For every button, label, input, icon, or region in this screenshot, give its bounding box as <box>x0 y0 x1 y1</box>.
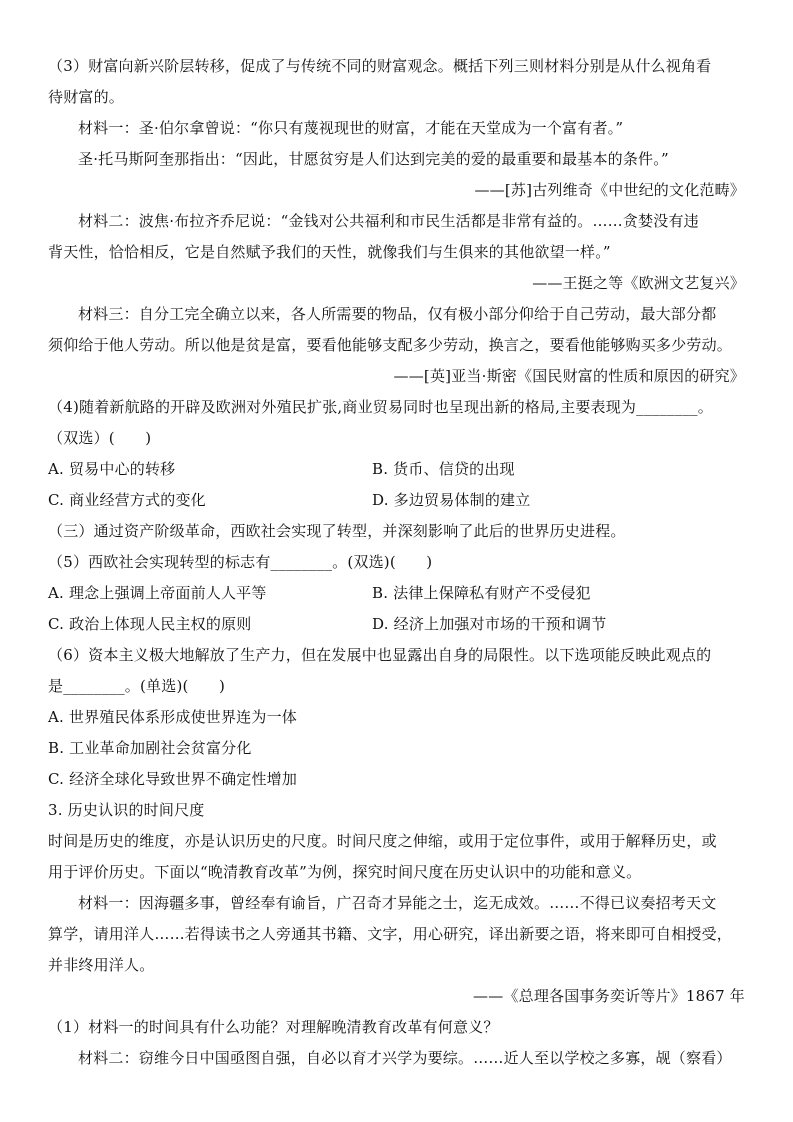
q3-material3-b: 须仰给于他人劳动。所以他是贫是富，要看他能够支配多少劳动，换言之，要看他能够购买多少劳动。 <box>48 336 733 354</box>
q3-stem-line1: （3）财富向新兴阶层转移，促成了与传统不同的财富观念。概括下列三则材料分别是从什么视角看 <box>48 57 712 75</box>
q5-option-c: C. 政治上体现人民主权的原则 <box>48 615 252 633</box>
intro-line1: 时间是历史的维度，亦是认识历史的尺度。时间尺度之伸缩，或用于定位事件，或用于解释历史，或 <box>48 832 717 850</box>
section-title: 3. 历史认识的时间尺度 <box>48 801 205 819</box>
q4-option-a: A. 贸易中心的转移 <box>48 460 176 478</box>
q6-stem-line1: （6）资本主义极大地解放了生产力，但在发展中也显露出自身的局限性。以下选项能反映此观点的 <box>48 646 712 664</box>
q4-stem-line2: （双选）( ) <box>48 429 152 447</box>
q5-option-b: B. 法律上保障私有财产不受侵犯 <box>372 584 591 602</box>
q5-stem: （5）西欧社会实现转型的标志有________。(双选)( ) <box>48 553 433 571</box>
q3-material2-a: 材料二：波焦·布拉齐乔尼说：“金钱对公共福利和市民生活都是非常有益的。……贪婪没有违 <box>78 212 699 230</box>
q4-option-d: D. 多边贸易体制的建立 <box>372 491 531 509</box>
q3-material3-a: 材料三：自分工完全确立以来，各人所需要的物品，仅有极小部分仰给于自己劳动，最大部分都 <box>78 305 717 323</box>
q6-stem-line2: 是________。(单选)( ) <box>48 677 226 695</box>
q6-option-b: B. 工业革命加剧社会贫富分化 <box>48 739 252 757</box>
q6-option-c: C. 经济全球化导致世界不确定性增加 <box>48 770 298 788</box>
s3-material1-a: 材料一：因海疆多事，曾经奉有谕旨，广召奇才异能之士，迄无成效。……不得已议奏招考天文 <box>78 894 717 912</box>
s3-material1-c: 并非终用洋人。 <box>48 956 155 974</box>
q3-material1-b: 圣·托马斯阿奎那指出：“因此，甘愿贫穷是人们达到完美的爱的最重要和最基本的条件。” <box>78 150 669 168</box>
q3-material3-source: ——[英]亚当·斯密《国民财富的性质和原因的研究》 <box>393 367 745 385</box>
q4-option-c: C. 商业经营方式的变化 <box>48 491 206 509</box>
q4-option-b: B. 货币、信贷的出现 <box>372 460 515 478</box>
q3-material2-b: 背天性，恰恰相反，它是自然赋予我们的天性，就像我们与生俱来的其他欲望一样。” <box>48 243 611 261</box>
q5-option-a: A. 理念上强调上帝面前人人平等 <box>48 584 267 602</box>
q6-option-a: A. 世界殖民体系形成使世界连为一体 <box>48 708 297 726</box>
q4-stem-line1: （4)随着新航路的开辟及欧洲对外殖民扩张,商业贸易同时也呈现出新的格局,主要表现为________。 <box>48 398 713 416</box>
s3-material1-source: ——《总理各国事务奕䜣等片》1867 年 <box>473 987 745 1005</box>
s3-material1-b: 算学，请用洋人……若得读书之人旁通其书籍、文字，用心研究，译出新要之语，将来即可自相授受， <box>48 925 733 943</box>
q3-stem-line2: 待财富的。 <box>48 88 125 106</box>
intro-line2: 用于评价历史。下面以“晚清教育改革”为例，探究时间尺度在历史认识中的功能和意义。 <box>48 863 642 881</box>
s3-material2-a: 材料二：窃维今日中国亟图自强，自必以育才兴学为要综。……近人至以学校之多寡，觇（察看） <box>78 1049 732 1067</box>
s3-question1: （1）材料一的时间具有什么功能？对理解晚清教育改革有何意义？ <box>48 1018 499 1036</box>
q3-material2-source: ——王挺之等《欧洲文艺复兴》 <box>532 274 745 292</box>
q5-option-d: D. 经济上加强对市场的干预和调节 <box>372 615 607 633</box>
section3-heading: （三）通过资产阶级革命，西欧社会实现了转型，并深刻影响了此后的世界历史进程。 <box>48 522 626 540</box>
q3-material1-source: ——[苏]古列维奇《中世纪的文化范畴》 <box>474 181 745 199</box>
q3-material1-a: 材料一：圣·伯尔拿曾说：“你只有蔑视现世的财富，才能在天堂成为一个富有者。” <box>78 119 624 137</box>
